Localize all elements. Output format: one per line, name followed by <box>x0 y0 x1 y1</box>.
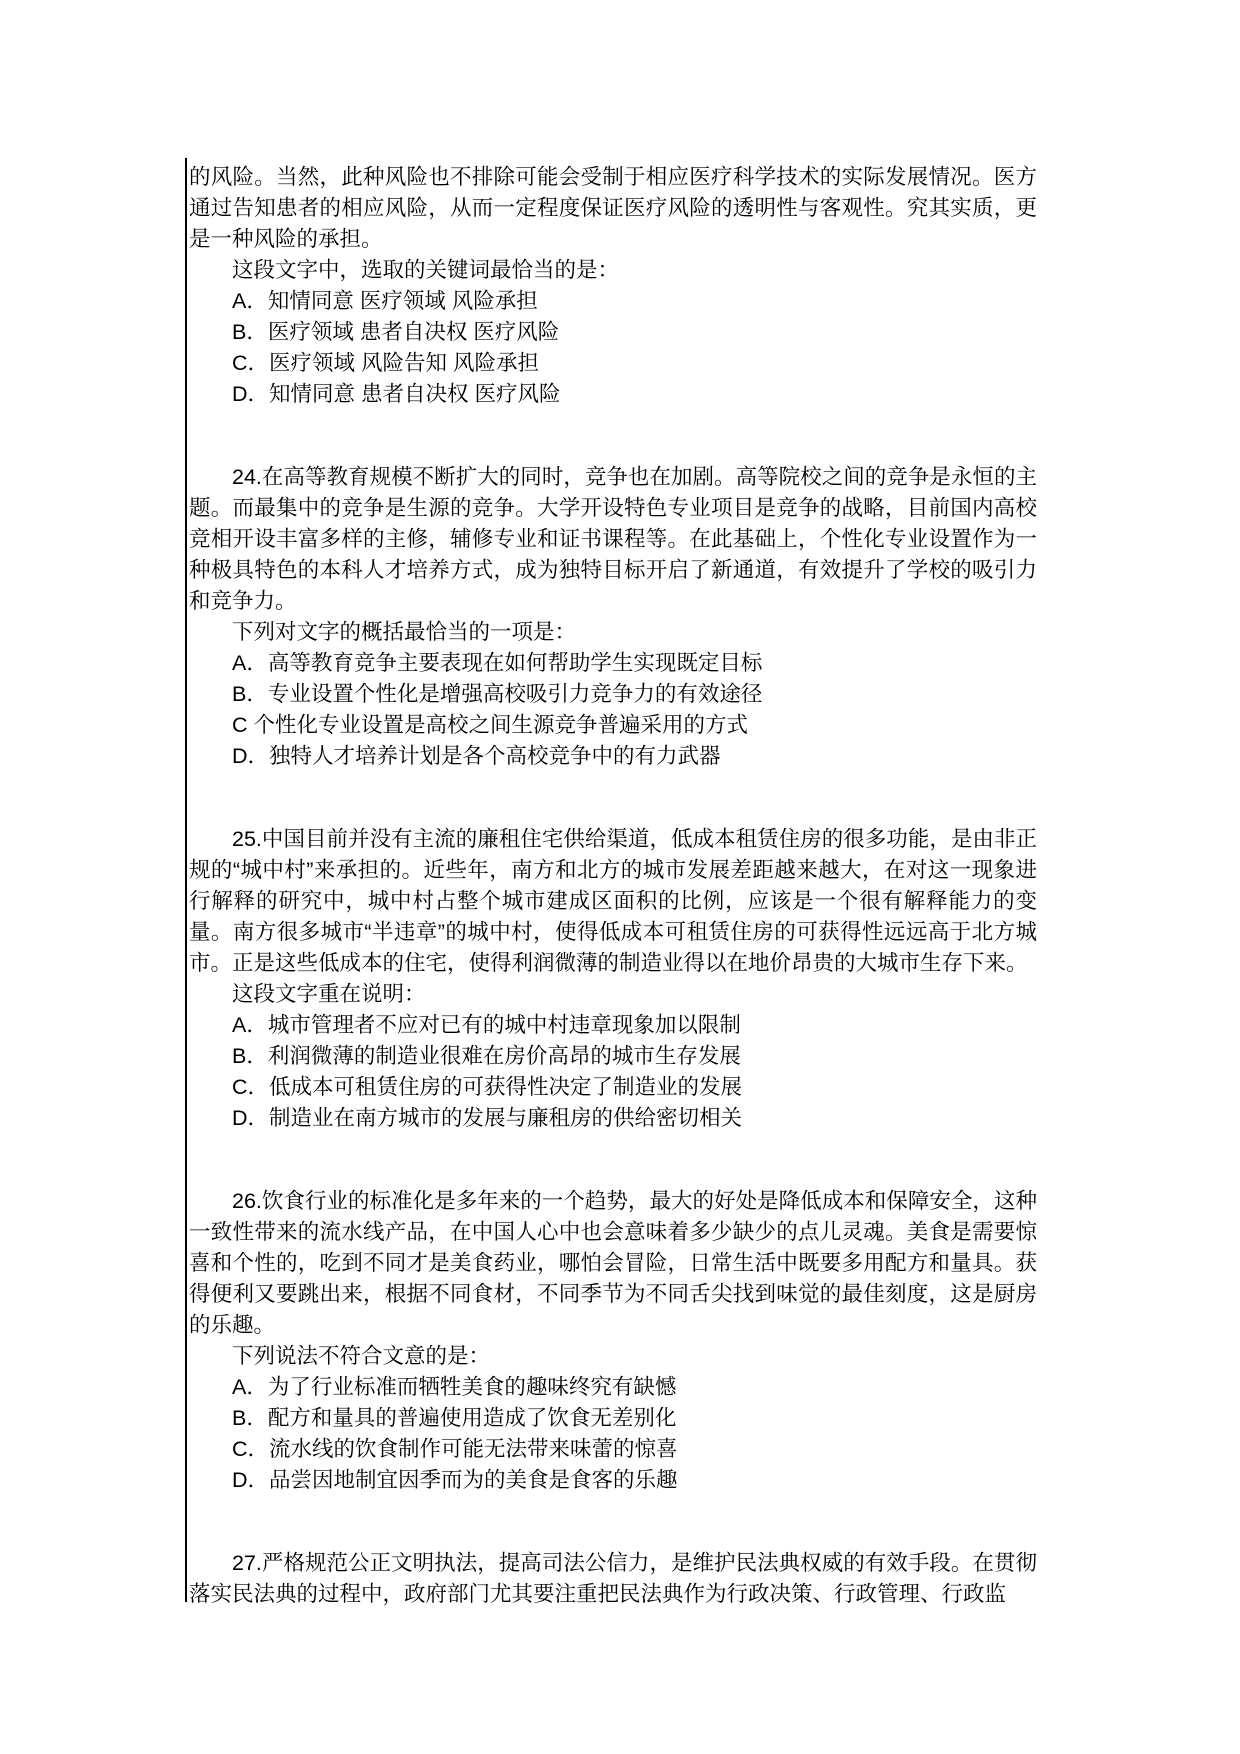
option-item: C．医疗领域 风险告知 风险承担 <box>232 351 539 375</box>
question-body: 27.严格规范公正文明执法，提高司法公信力，是维护民法典权威的有效手段。在贯彻落实民法典的过程中，政府部门尤其要注重把民法典作为行政决策、行政管理、行政监 <box>189 1551 1037 1606</box>
question-body: 25.中国目前并没有主流的廉租住宅供给渠道，低成本租赁住房的很多功能，是由非正规的“城中村”来承担的。近些年，南方和北方的城市发展差距越来越大，在对这一现象进行解释的研究中，城中村占整个城市建成区面积的比例，应该是一个很有解释能力的变量。南方很多城市“半违章”的城中村，使得低成本可租赁住房的可获得性远远高于北方城市。正是这些低成本的住宅，使得利润微薄的制造业得以在地价昂贵的大城市生存下来。 <box>189 827 1037 975</box>
question-block <box>189 462 1037 772</box>
option-item: D．知情同意 患者自决权 医疗风险 <box>232 382 561 406</box>
question-list <box>189 162 1037 1610</box>
question-body: 的风险。当然，此种风险也不排除可能会受制于相应医疗科学技术的实际发展情况。医方通过告知患者的相应风险，从而一定程度保证医疗风险的透明性与客观性。究其实质，更是一种风险的承担。 <box>189 165 1037 251</box>
option-list <box>189 286 1037 410</box>
option-item: A．城市管理者不应对已有的城中村违章现象加以限制 <box>232 1013 741 1037</box>
option-item: A．为了行业标准而牺牲美食的趣味终究有缺憾 <box>232 1375 677 1399</box>
paragraph-left-border-rule <box>185 158 187 1602</box>
option-item: D．独特人才培养计划是各个高校竞争中的有力武器 <box>232 744 721 768</box>
option-item: B．利润微薄的制造业很难在房价高昂的城市生存发展 <box>232 1044 741 1068</box>
option-item: D．品尝因地制宜因季而为的美食是食客的乐趣 <box>232 1468 678 1492</box>
question-stem: 下列对文字的概括最恰当的一项是： <box>232 620 577 644</box>
option-list <box>189 648 1037 772</box>
question-stem: 这段文字中，选取的关键词最恰当的是： <box>232 258 620 282</box>
option-item: D．制造业在南方城市的发展与廉租房的供给密切相关 <box>232 1106 743 1130</box>
option-item: A．高等教育竞争主要表现在如何帮助学生实现既定目标 <box>232 651 763 675</box>
question-body: 24.在高等教育规模不断扩大的同时，竞争也在加剧。高等院校之间的竞争是永恒的主题。而最集中的竞争是生源的竞争。大学开设特色专业项目是竞争的战略，目前国内高校竞相开设丰富多样的主修，辅修专业和证书课程等。在此基础上，个性化专业设置作为一种极具特色的本科人才培养方式，成为独特目标开启了新通道，有效提升了学校的吸引力和竞争力。 <box>189 465 1037 613</box>
question-stem: 下列说法不符合文意的是： <box>232 1344 491 1368</box>
question-block <box>189 824 1037 1134</box>
question-body: 26.饮食行业的标准化是多年来的一个趋势，最大的好处是降低成本和保障安全，这种一致性带来的流水线产品，在中国人心中也会意味着多少缺少的点儿灵魂。美食是需要惊喜和个性的，吃到不同才是美食药业，哪怕会冒险，日常生活中既要多用配方和量具。获得便利又要跳出来，根据不同食材，不同季节为不同舌尖找到味觉的最佳刻度，这是厨房的乐趣。 <box>189 1189 1037 1337</box>
question-block <box>189 1186 1037 1496</box>
option-item: C．低成本可租赁住房的可获得性决定了制造业的发展 <box>232 1075 743 1099</box>
option-item: B．配方和量具的普遍使用造成了饮食无差别化 <box>232 1406 677 1430</box>
option-item: B．医疗领域 患者自决权 医疗风险 <box>232 320 560 344</box>
option-item: C．流水线的饮食制作可能无法带来味蕾的惊喜 <box>232 1437 678 1461</box>
option-item: B．专业设置个性化是增强高校吸引力竞争力的有效途径 <box>232 682 763 706</box>
option-item: C 个性化专业设置是高校之间生源竞争普遍采用的方式 <box>232 713 749 737</box>
question-stem: 这段文字重在说明： <box>232 982 426 1006</box>
question-block <box>189 162 1037 410</box>
option-item: A．知情同意 医疗领域 风险承担 <box>232 289 538 313</box>
option-list <box>189 1372 1037 1496</box>
option-list <box>189 1010 1037 1134</box>
question-block <box>189 1548 1037 1610</box>
